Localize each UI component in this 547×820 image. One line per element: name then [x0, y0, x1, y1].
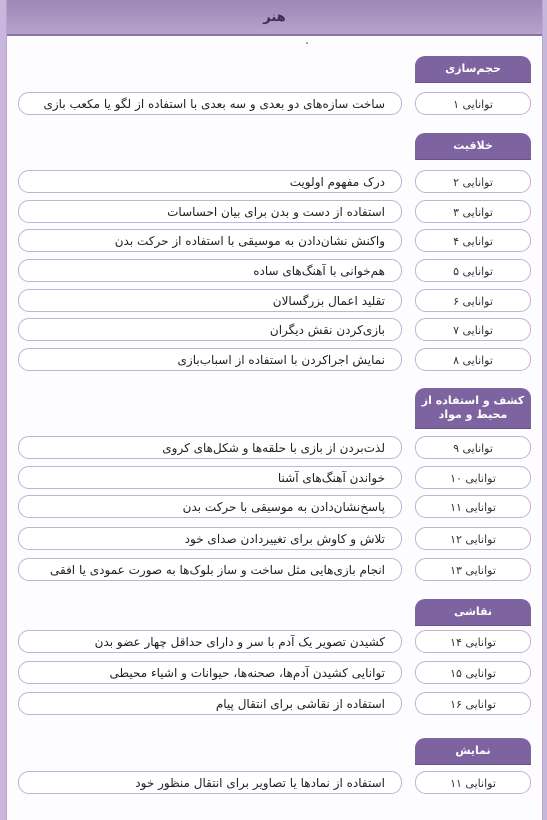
- ability-description: هم‌خوانی با آهنگ‌های ساده: [18, 259, 402, 282]
- ability-label: توانایی ۱۱: [415, 771, 531, 794]
- list-item: [7, 771, 542, 796]
- list-item: [7, 436, 542, 461]
- list-item: [7, 630, 542, 655]
- ability-description: پاسخ‌نشان‌دادن به موسیقی با حرکت بدن: [18, 495, 402, 518]
- ability-label: توانایی ۸: [415, 348, 531, 371]
- page: [6, 0, 543, 820]
- ability-description: کشیدن تصویر یک آدم با سر و دارای حداقل چهار عضو بدن: [18, 630, 402, 653]
- list-item: [7, 200, 542, 225]
- ability-label: توانایی ۴: [415, 229, 531, 252]
- ability-description: بازی‌کردن نقش دیگران: [18, 318, 402, 341]
- page-title: هنر: [263, 9, 286, 25]
- list-item: [7, 170, 542, 195]
- list-item: [7, 348, 542, 373]
- ability-label: توانایی ۳: [415, 200, 531, 223]
- ability-description: استفاده از نقاشی برای انتقال پیام: [18, 692, 402, 715]
- ability-description: لذت‌بردن از بازی با حلقه‌ها و شکل‌های کروی: [18, 436, 402, 459]
- ability-description: نمایش اجراکردن با استفاده از اسباب‌بازی: [18, 348, 402, 371]
- ability-label: توانایی ۵: [415, 259, 531, 282]
- section-heading-show: نمایش: [415, 738, 531, 764]
- title-bar: [7, 0, 542, 36]
- ability-label: توانایی ۱۳: [415, 558, 531, 581]
- decorative-dot: [306, 42, 308, 44]
- ability-description: توانایی کشیدن آدم‌ها، صحنه‌ها، حیوانات و اشیاء محیطی: [18, 661, 402, 684]
- ability-label: توانایی ۹: [415, 436, 531, 459]
- ability-label: توانایی ۶: [415, 289, 531, 312]
- section-heading-creativity: خلاقیت: [415, 133, 531, 159]
- ability-description: تقلید اعمال بزرگسالان: [18, 289, 402, 312]
- ability-description: درک مفهوم اولویت: [18, 170, 402, 193]
- ability-label: توانایی ۱۰: [415, 466, 531, 489]
- ability-description: ساخت سازه‌های دو بعدی و سه بعدی با استفاده از لگو یا مکعب بازی: [18, 92, 402, 115]
- ability-label: توانایی ۷: [415, 318, 531, 341]
- ability-label: توانایی ۱۱: [415, 495, 531, 518]
- ability-description: خواندن آهنگ‌های آشنا: [18, 466, 402, 489]
- list-item: [7, 229, 542, 254]
- list-item: [7, 692, 542, 717]
- ability-description: استفاده از دست و بدن برای بیان احساسات: [18, 200, 402, 223]
- list-item: [7, 92, 542, 117]
- ability-description: انجام بازی‌هایی مثل ساخت و ساز بلوک‌ها به صورت عمودی یا افقی: [18, 558, 402, 581]
- list-item: [7, 495, 542, 520]
- list-item: [7, 289, 542, 314]
- list-item: [7, 527, 542, 552]
- ability-description: استفاده از نمادها یا تصاویر برای انتقال منظور خود: [18, 771, 402, 794]
- list-item: [7, 466, 542, 491]
- list-item: [7, 558, 542, 583]
- ability-description: واکنش نشان‌دادن به موسیقی با استفاده از حرکت بدن: [18, 229, 402, 252]
- section-heading-exploration: کشف و استفاده از محیط و مواد: [415, 388, 531, 428]
- ability-label: توانایی ۱۶: [415, 692, 531, 715]
- list-item: [7, 318, 542, 343]
- section-heading-volume: حجم‌سازی: [415, 56, 531, 82]
- list-item: [7, 661, 542, 686]
- ability-label: توانایی ۱: [415, 92, 531, 115]
- ability-label: توانایی ۱۵: [415, 661, 531, 684]
- ability-label: توانایی ۱۲: [415, 527, 531, 550]
- list-item: [7, 259, 542, 284]
- ability-description: تلاش و کاوش برای تغییردادن صدای خود: [18, 527, 402, 550]
- ability-label: توانایی ۱۴: [415, 630, 531, 653]
- section-heading-painting: نقاشی: [415, 599, 531, 625]
- ability-label: توانایی ۲: [415, 170, 531, 193]
